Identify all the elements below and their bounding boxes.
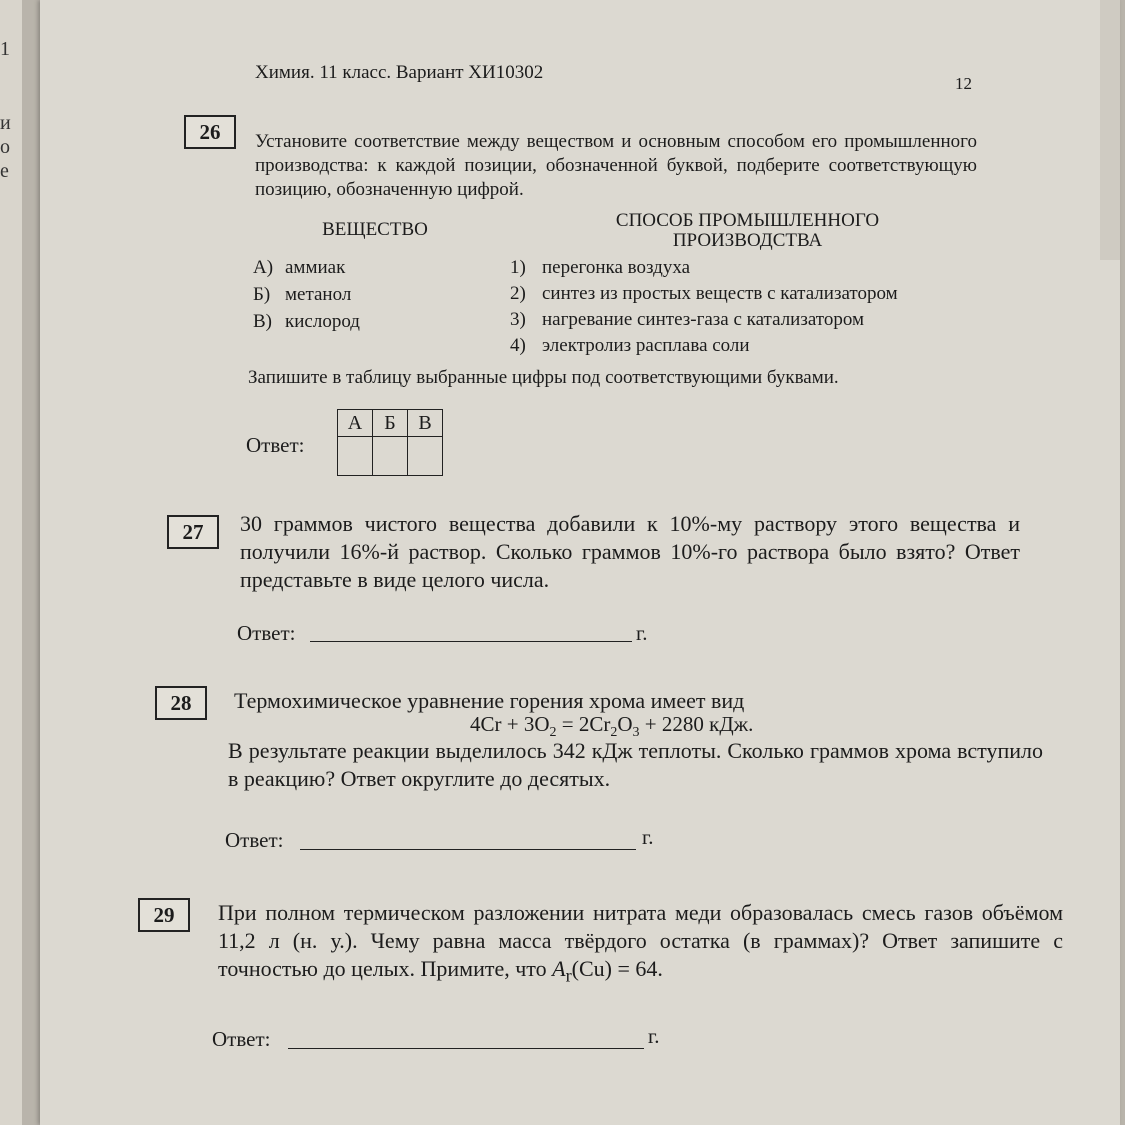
- task-29-main: При полном термическом разложении нитрата меди образовалась смесь газов объёмом 11,2 л (н. у.). Чему равна масса твёрдого остатка (в граммах)? Ответ запишите с точностью до целых. Примите, что: [218, 900, 1063, 981]
- task-27-text: 30 граммов чистого вещества добавили к 10%-му раствору этого вещества и получили 16%-й раствор. Сколько граммов 10%-го раствора было взято? Ответ представьте в виде целого числа.: [240, 511, 1020, 592]
- left-edge-char: 1: [0, 38, 10, 60]
- method-header-line2: ПРОИЗВОДСТВА: [672, 230, 823, 251]
- eq-sub: 3: [632, 725, 640, 741]
- left-page-edge: [0, 0, 22, 1125]
- task-28-answer-label: Ответ:: [225, 828, 284, 852]
- answer-table-header: А: [338, 410, 373, 437]
- left-edge-char: е: [0, 160, 9, 182]
- option-text: метанол: [285, 284, 352, 305]
- option-key: А): [253, 257, 274, 278]
- left-edge-char: о: [0, 136, 10, 158]
- option-key: 4): [510, 335, 526, 356]
- task-26-answer-table: [337, 409, 443, 476]
- eq-part: = 2Cr: [556, 712, 611, 736]
- task-28-answer-line[interactable]: [300, 849, 636, 850]
- substance-column-header: ВЕЩЕСТВО: [322, 219, 428, 240]
- task-27-number: 27: [167, 515, 219, 549]
- option-key: 3): [510, 309, 526, 330]
- substance-option: [253, 284, 351, 306]
- ar-tail: (Cu) = 64.: [571, 956, 663, 981]
- substance-option: [253, 311, 360, 333]
- method-option: [510, 283, 898, 305]
- task-27-unit: г.: [636, 621, 648, 645]
- method-column-header: [560, 211, 935, 251]
- task-29-text: [218, 899, 1063, 989]
- option-key: 1): [510, 257, 526, 278]
- task-28-number: 28: [155, 686, 207, 720]
- option-text: электролиз расплава соли: [542, 335, 750, 356]
- task-26-instruction: Запишите в таблицу выбранные цифры под соответствующими буквами.: [248, 367, 839, 388]
- method-option: [510, 309, 864, 331]
- task-26-answer-label: Ответ:: [246, 433, 305, 457]
- eq-sub: 2: [549, 725, 557, 741]
- answer-cell-v[interactable]: [408, 437, 443, 476]
- task-26-text: Установите соответствие между веществом и основным способом его промышленного производства: к каждой позиции, обозначенной буквой, подберите соответствующую позицию, обозначенную цифрой.: [255, 131, 977, 200]
- answer-table-header: Б: [373, 410, 408, 437]
- method-header-line1: СПОСОБ ПРОМЫШЛЕННОГО: [615, 210, 880, 231]
- eq-part: + 2280 кДж.: [639, 712, 754, 736]
- method-option: [510, 335, 750, 357]
- ar-sub: r: [565, 965, 572, 986]
- page-header: Химия. 11 класс. Вариант ХИ10302: [255, 62, 544, 83]
- task-27-answer-line[interactable]: [310, 641, 632, 642]
- option-text: перегонка воздуха: [542, 257, 691, 278]
- page-number: 12: [955, 74, 972, 93]
- option-text: нагревание синтез-газа с катализатором: [542, 309, 864, 330]
- option-key: 2): [510, 283, 526, 304]
- option-text: кислород: [285, 311, 360, 332]
- task-29-number: 29: [138, 898, 190, 932]
- option-text: аммиак: [285, 257, 346, 278]
- task-27-answer-label: Ответ:: [237, 621, 296, 645]
- task-29-answer-line[interactable]: [288, 1048, 644, 1049]
- answer-table-header: В: [408, 410, 443, 437]
- ar-symbol: A: [552, 956, 566, 981]
- task-26-number: 26: [184, 115, 236, 149]
- substance-option: [253, 257, 345, 279]
- task-28-intro: Термохимическое уравнение горения хрома имеет вид: [234, 688, 745, 713]
- answer-cell-b[interactable]: [373, 437, 408, 476]
- option-key: В): [253, 311, 272, 332]
- eq-sub: 2: [610, 725, 618, 741]
- task-28-unit: г.: [642, 825, 654, 849]
- task-29-unit: г.: [648, 1024, 660, 1048]
- option-text: синтез из простых веществ с катализатором: [542, 283, 898, 304]
- method-option: [510, 257, 690, 279]
- task-28-text: В результате реакции выделилось 342 кДж теплоты. Сколько граммов хрома вступило в реакцию? Ответ округлите до десятых.: [228, 738, 1043, 791]
- left-edge-char: и: [0, 112, 11, 134]
- eq-part: 4Cr + 3O: [470, 712, 550, 736]
- eq-part: O: [617, 712, 633, 736]
- page-corner-shadow: [1100, 0, 1120, 260]
- task-29-answer-label: Ответ:: [212, 1027, 271, 1051]
- option-key: Б): [253, 284, 271, 305]
- answer-cell-a[interactable]: [338, 437, 373, 476]
